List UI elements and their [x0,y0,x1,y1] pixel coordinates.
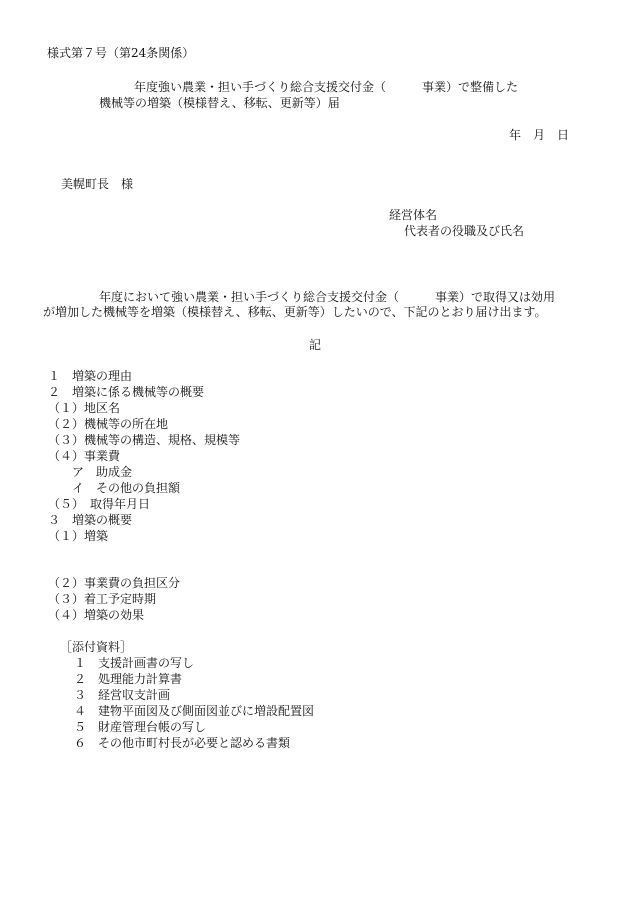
list-item: イ その他の負担額 [60,481,181,495]
title-line-2: 機械等の増築（模様替え、移転、更新等）届 [99,96,340,110]
attachment-item: ３ 経営収支計画 [74,688,171,702]
title-line-1: 年度強い農業・担い手づくり総合支援交付金（ 事業）で整備した [134,80,519,94]
attachments-heading: ［添付資料］ [60,640,133,654]
attachment-item: ５ 財産管理台帳の写し [74,720,207,734]
list-item: （５） 取得年月日 [48,497,151,511]
body-line-2: が増加した機械等を増築（模様替え、移転、更新等）したいので、下記のとおり届け出ます。 [43,305,547,319]
list-item: １ 増築の理由 [48,369,133,383]
list-item: （４）増築の効果 [48,608,145,622]
form-number: 様式第７号（第24条関係） [47,46,195,60]
representative-label: 代表者の役職及び氏名 [404,224,525,238]
attachment-item: ２ 処理能力計算書 [74,672,183,686]
list-item: ２ 増築に係る機械等の概要 [48,385,205,399]
list-item: （４）事業費 [48,449,121,463]
list-item: （１）増築 [48,529,109,543]
list-item: （１）地区名 [48,401,121,415]
list-item: （２）事業費の負担区分 [48,576,181,590]
addressee: 美幌町長 様 [61,177,134,191]
attachment-item: １ 支援計画書の写し [74,656,195,670]
list-item: ア 助成金 [60,465,133,479]
list-item: （３）着工予定時期 [48,592,157,606]
list-item: （３）機械等の構造、規格、規模等 [48,433,241,447]
list-item: ３ 増築の概要 [48,513,133,527]
entity-name-label: 経営体名 [389,208,438,222]
date-line: 年 月 日 [509,128,570,142]
ki-heading: 記 [309,338,322,352]
body-line-1: 年度において強い農業・担い手づくり総合支援交付金（ 事業）で取得又は効用 [99,290,556,304]
attachment-item: ４ 建物平面図及び側面図並びに増設配置図 [74,704,315,718]
attachment-item: ６ その他市町村長が必要と認める書類 [74,736,291,750]
list-item: （２）機械等の所在地 [48,417,169,431]
